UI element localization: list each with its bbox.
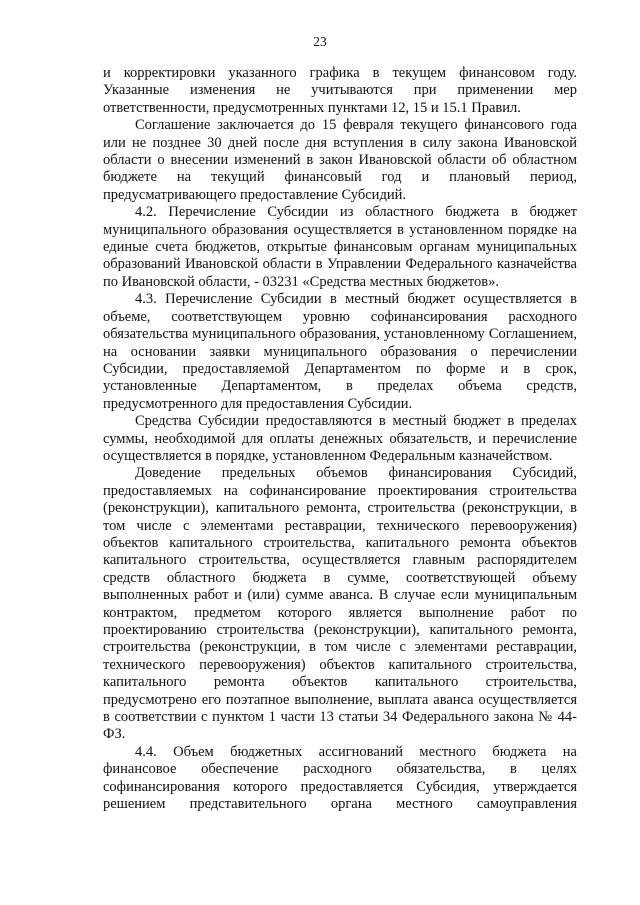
paragraph-financing-limits: Доведение предельных объемов финансирования Субсидий, предоставляемых на софинансирование проектирования строительства (реконструкции), капитального ремонта, строительства (реконструкции, в том числе с элементами реставрации, технического перевооружения) объектов капитального строительства, капитального ремонта объектов капитального строительства, осуществляется главным распорядителем средств областного бюджета в сумме, соответствующей объему выполненных работ и (или) сумме аванса. В случае если муниципальным контрактом, предметом которого является выполнение работ по проектированию строительства (реконструкции), капитального ремонта, строительства (реконструкции, в том числе с элементами реставрации, технического перевооружения) объектов капитального строительства, капитального ремонта объектов капитального строительства, предусмотрено его поэтапное выполнение, выплата аванса осуществляется в соответствии с пунктом 1 части 13 статьи 34 Федерального закона № 44-ФЗ. [103,465,577,743]
paragraph-continuation: и корректировки указанного графика в текущем финансовом году. Указанные изменения не учитываются при применении мер ответственности, предусмотренных пунктами 12, 15 и 15.1 Правил. [103,65,577,116]
paragraph-agreement-deadline: Соглашение заключается до 15 февраля текущего финансового года или не позднее 30 дней после дня вступления в силу закона Ивановской области о внесении изменений в закон Ивановской области об областном бюджете на текущий финансовый год и плановый период, предусматривающего предоставление Субсидий. [103,117,577,203]
paragraph-4-2: 4.2. Перечисление Субсидии из областного бюджета в бюджет муниципального образования осуществляется в установленном порядке на единые счета бюджетов, открытые финансовым органам муниципальных образований Ивановской области в Управлении Федерального казначейства по Ивановской области, - 03231 «Средства местных бюджетов». [103,204,577,290]
paragraph-4-4: 4.4. Объем бюджетных ассигнований местного бюджета на финансовое обеспечение расходного обязательства, в целях софинансирования которого предоставляется Субсидия, утверждается решением представительного органа местного самоуправления [103,743,577,813]
document-body [103,65,577,813]
paragraph-4-3: 4.3. Перечисление Субсидии в местный бюджет осуществляется в объеме, соответствующем уровню софинансирования расходного обязательства муниципального образования, установленному Соглашением, на основании заявки муниципального образования о перечислении Субсидии, предоставляемой Департаментом по форме и в срок, установленные Департаментом, в пределах объема средств, предусмотренного для предоставления Субсидии. [103,291,577,412]
page-number: 23 [313,34,327,49]
paragraph-subsidy-funds: Средства Субсидии предоставляются в местный бюджет в пределах суммы, необходимой для оплаты денежных обязательств, и перечисление осуществляется в порядке, установленном Федеральным казначейством. [103,413,577,464]
